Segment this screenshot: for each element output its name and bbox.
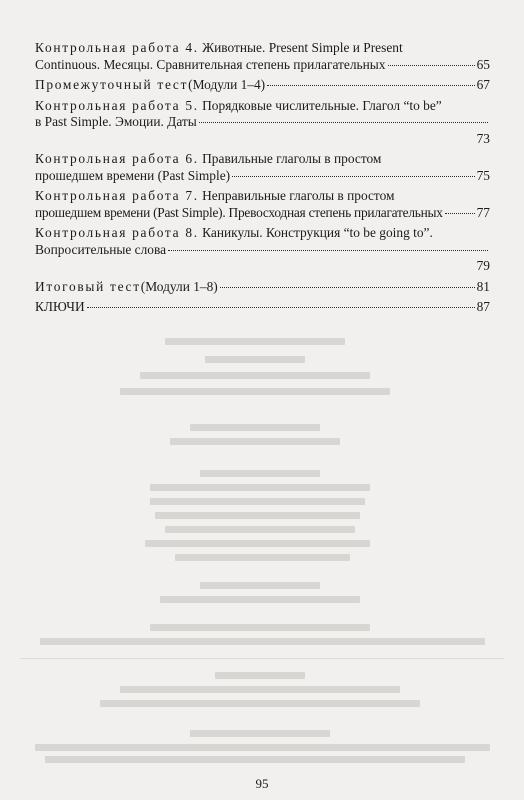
entry-kind: Контрольная работа 8. xyxy=(35,225,199,240)
entry-title-continued: в Past Simple. Эмоции. Даты xyxy=(35,114,197,129)
entry-title: Порядковые числительные. Глагол “to be” xyxy=(198,97,442,113)
dot-leader xyxy=(388,65,475,66)
entry-title: (Модули 1–4) xyxy=(188,77,266,92)
entry-title-continued: Continuous. Месяцы. Сравнительная степень прилагательных xyxy=(35,56,386,72)
entry-title-continued: Вопросительные слова xyxy=(35,241,167,257)
dot-leader xyxy=(232,176,474,177)
toc-entry-answer-keys xyxy=(35,299,490,316)
entry-title: Правильные глаголы в простом xyxy=(198,151,382,166)
dot-leader xyxy=(199,122,488,123)
entry-page-number: 65 xyxy=(476,56,490,72)
toc-entry-final-test xyxy=(35,279,490,296)
toc-entry-test-7 xyxy=(35,188,490,221)
entry-page-number: 87 xyxy=(476,299,490,314)
dot-leader xyxy=(445,213,475,214)
entry-title-continued: прошедшем времени (Past Simple) xyxy=(35,167,231,183)
entry-kind: Контрольная работа 5. xyxy=(35,97,199,113)
page-number: 95 xyxy=(255,776,269,791)
dot-leader xyxy=(168,250,488,251)
entry-kind: Контрольная работа 6. xyxy=(35,151,199,166)
toc-entry-test-5 xyxy=(35,98,490,148)
toc-entry-test-8 xyxy=(35,225,490,275)
entry-title: КЛЮЧИ xyxy=(35,299,85,314)
entry-title: Каникулы. Конструкция “to be going to”. xyxy=(198,225,433,240)
entry-page-number: 67 xyxy=(476,77,490,92)
entry-page-number: 81 xyxy=(476,278,490,294)
dot-leader xyxy=(267,85,474,86)
entry-page-number: 77 xyxy=(476,204,490,220)
entry-page-number: 73 xyxy=(476,130,490,146)
entry-title: (Модули 1–8) xyxy=(140,278,218,294)
toc-entry-test-4 xyxy=(35,40,490,73)
dot-leader xyxy=(220,287,475,288)
entry-kind: Контрольная работа 7. xyxy=(35,188,199,203)
entry-title: Животные. Present Simple и Present xyxy=(198,40,403,55)
entry-kind: Итоговый тест xyxy=(35,278,141,294)
toc-entry-midterm-test xyxy=(35,77,490,94)
entry-page-number: 79 xyxy=(476,258,490,273)
entry-page-number: 75 xyxy=(476,167,490,183)
toc-entry-test-6 xyxy=(35,151,490,184)
entry-title: Неправильные глаголы в простом xyxy=(198,188,395,203)
reverse-side-bleed-through xyxy=(0,320,524,760)
entry-title-continued: прошедшем времени (Past Simple). Превосходная степень прилагательных xyxy=(35,204,443,220)
dot-leader xyxy=(87,307,475,308)
table-of-contents xyxy=(35,40,490,320)
entry-kind: Промежуточный тест xyxy=(35,77,189,92)
entry-kind: Контрольная работа 4. xyxy=(35,40,199,55)
